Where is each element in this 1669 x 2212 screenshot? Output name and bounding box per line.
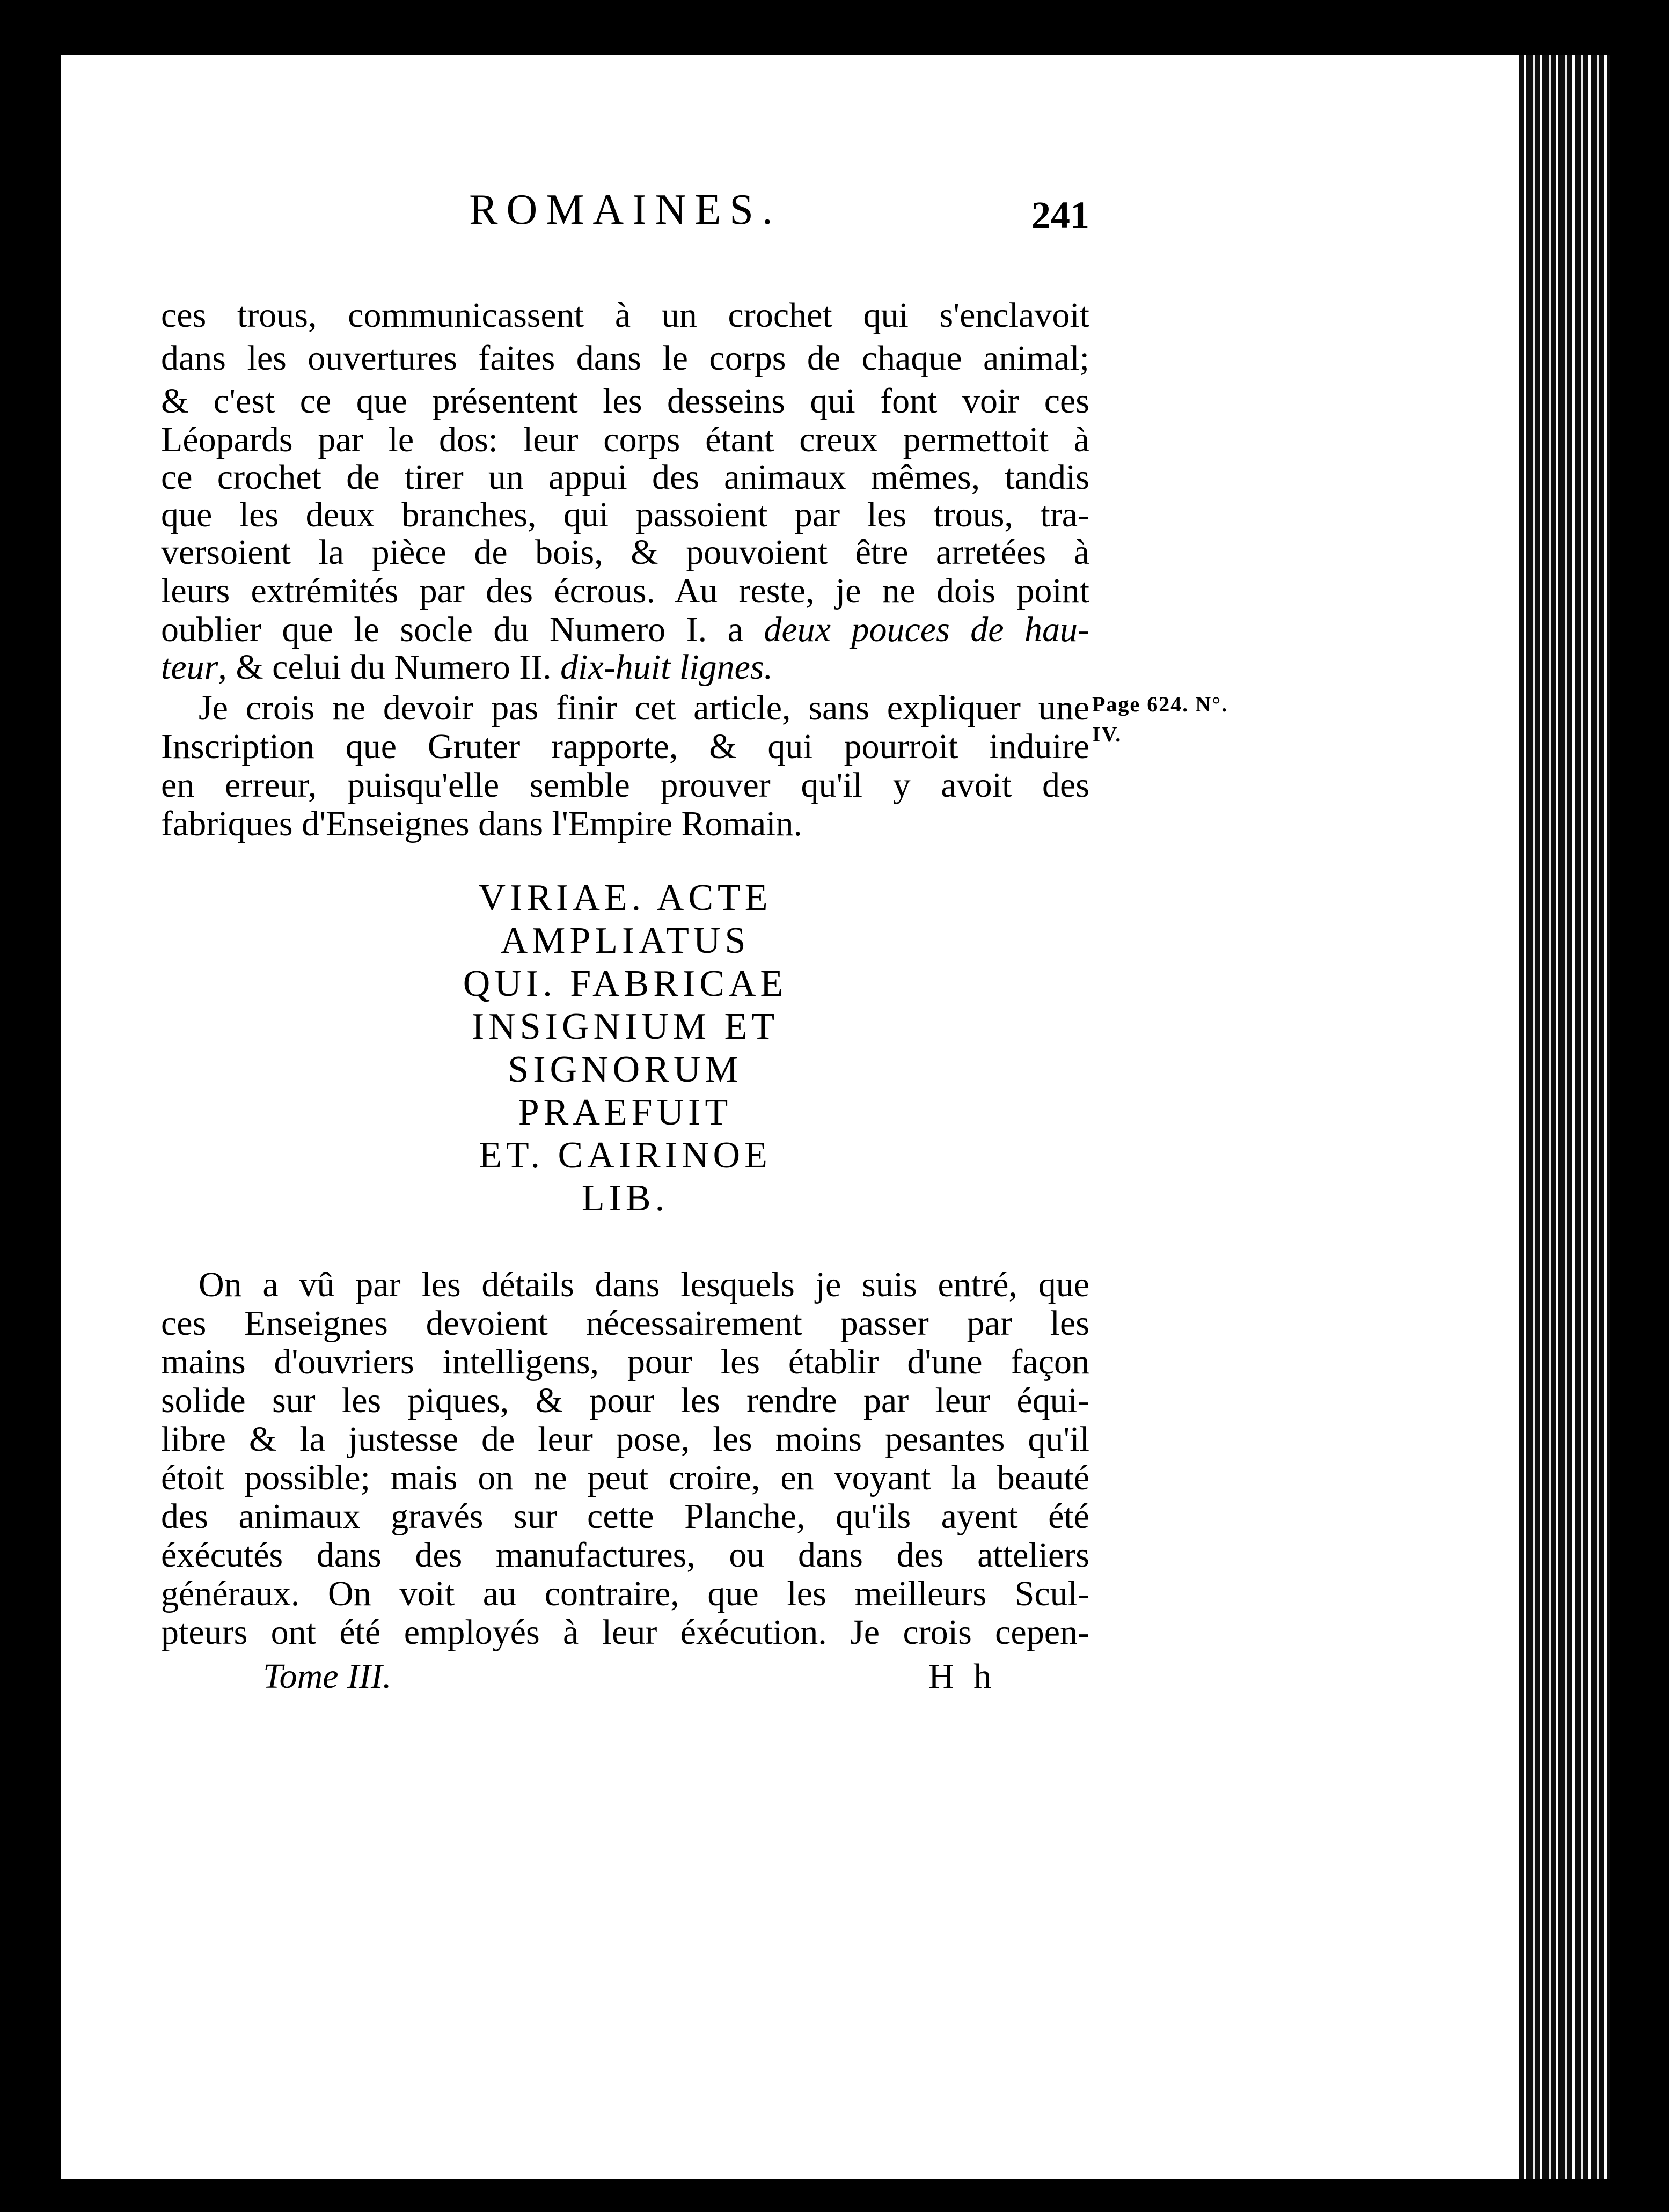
text-line: versoient la pièce de bois, & pouvoient être arretées à [161,533,1089,572]
page-edge-shadow [1519,55,1610,2179]
margin-note [1092,689,1228,749]
inscription-line: AMPLIATUS [500,920,750,961]
page-header [161,186,1089,250]
inscription-line: PRAEFUIT [518,1092,733,1133]
signature-mark: H h [928,1657,997,1696]
text-line: On a vû par les détails dans lesquels je suis entré, que [199,1265,1089,1304]
text-line: dans les ouvertures faites dans le corps de chaque animal; [161,339,1089,378]
text-line: fabriques d'Enseignes dans l'Empire Romain. [161,804,803,843]
text-line: Inscription que Gruter rapporte, & qui pourroit induire [161,727,1089,766]
text-line: en erreur, puisqu'elle semble prouver qu'il y avoit des [161,766,1089,805]
text-line-mixed [161,646,1089,689]
text-line: Je crois ne devoir pas finir cet article, sans expliquer une [199,688,1089,727]
text-line: Léopards par le dos: leur corps étant creux permettoit à [161,420,1089,459]
text-line: généraux. On voit au contraire, que les meilleurs Scul- [161,1574,1089,1613]
inscription-line: VIRIAE. ACTE [478,877,772,918]
inscription-line: SIGNORUM [508,1049,743,1090]
text-line: mains d'ouvriers intelligens, pour les établir d'une façon [161,1342,1089,1381]
margin-note-number: IV. [1092,722,1122,746]
text-line: des animaux gravés sur cette Planche, qu'ils ayent été [161,1497,1089,1536]
text-line: éxécutés dans des manufactures, ou dans des atteliers [161,1535,1089,1575]
text-line: solide sur les piques, & pour les rendre par leur équi- [161,1381,1089,1420]
text-line-mixed [161,608,1089,651]
volume-label: Tome III. [263,1657,392,1696]
inscription-line: QUI. FABRICAE [463,963,788,1004]
italic-text: dix-huit lignes. [560,648,773,687]
inscription-line: LIB. [581,1178,669,1219]
text-line: étoit possible; mais on ne peut croire, en voyant la beauté [161,1458,1089,1497]
text-line: ces trous, communicassent à un crochet qui s'enclavoit [161,296,1089,335]
text-line: & c'est ce que présentent les desseins qui font voir ces [161,381,1089,421]
footer [161,1655,1089,1698]
text-line: que les deux branches, qui passoient par les trous, tra- [161,495,1089,534]
inscription-line: INSIGNIUM ET [471,1006,779,1047]
page-number: 241 [1031,194,1089,237]
italic-text: teur [161,648,218,687]
text-line: leurs extrémités par des écrous. Au reste, je ne dois point [161,571,1089,611]
text-run: , & celui du Numero II. [218,648,561,687]
inscription-line: ET. CAIRINOE [479,1135,772,1176]
margin-note-ref: Page 624. N°. [1092,692,1228,716]
text-line: ce crochet de tirer un appui des animaux mêmes, tandis [161,458,1089,497]
text-run: oublier que le socle du Numero I. a [161,610,743,649]
italic-text: deux pouces de hau- [764,610,1089,649]
text-line: ces Enseignes devoient nécessairement passer par les [161,1304,1089,1343]
text-line: pteurs ont été employés à leur éxécution. Je crois cepen- [161,1613,1089,1652]
running-title: ROMAINES. [469,186,781,233]
text-line: libre & la justesse de leur pose, les moins pesantes qu'il [161,1420,1089,1459]
